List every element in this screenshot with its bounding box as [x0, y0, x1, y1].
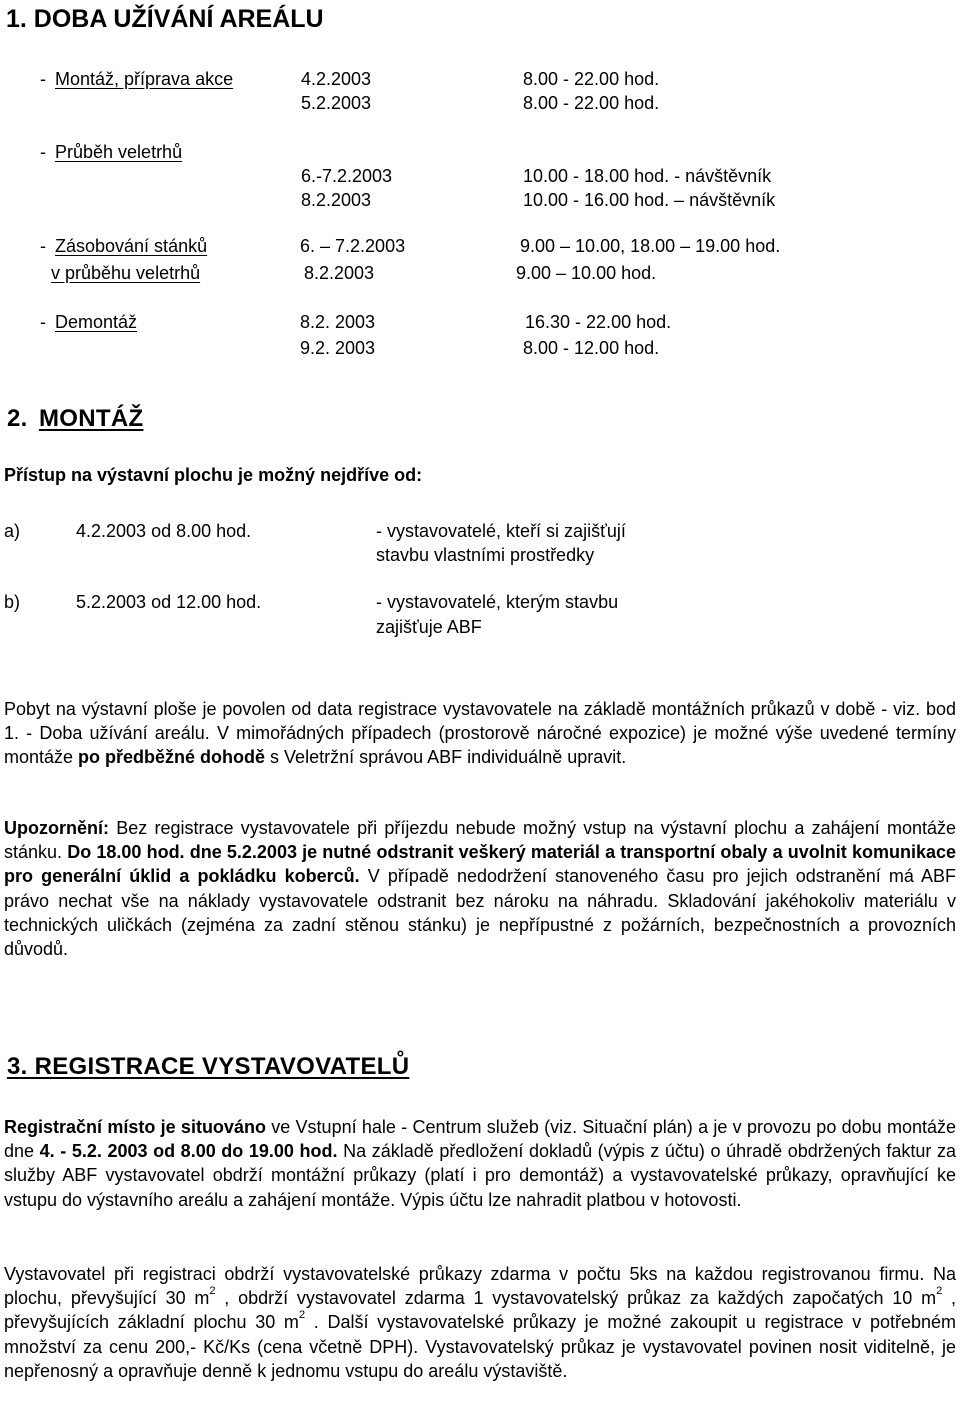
item4-time1: 16.30 - 22.00 hod. [525, 312, 672, 332]
item3-time2: 9.00 – 10.00 hod. [516, 263, 657, 283]
option-a-desc2: stavbu vlastními prostředky [376, 545, 595, 565]
section3-paragraph2: Vystavovatel při registraci obdrží vystavovatelské průkazy zdarma v počtu 5ks na každou registrovanou firmu. Na plochu, převyšující 30 $m^2$ , obdrží vystavovatel zdarma 1 vystavovatelský průkaz za každých započatých 10 $m^2$ , převyšujících základní plochu 30 $m^2$ . Další vystavovatelské průkazy je možné zakoupit u registrace v potřebném množství za cenu 200,- Kč/Ks (cena včetně DPH). Vystavovatelský průkaz je vystavovatel povinen nosit viditelně, je nepřenosný a opravňuje denně k jednomu vstupu do areálu výstaviště. [4, 1264, 956, 1381]
option-b-desc2: zajišťuje ABF [376, 617, 482, 637]
section2-subtitle: Přístup na výstavní plochu je možný nejdříve od: [4, 465, 423, 485]
option-b-desc1: - vystavovatelé, kterým stavbu [376, 592, 619, 612]
item2-label: Průběh veletrhů [55, 142, 183, 162]
item2-time2: 10.00 - 16.00 hod. – návštěvník [523, 190, 776, 210]
option-b-date: 5.2.2003 od 12.00 hod. [76, 592, 262, 612]
item2-date2: 8.2.2003 [301, 190, 372, 210]
item3-label: Zásobování stánků [55, 236, 208, 256]
item2-dash: - [40, 142, 46, 162]
section2-paragraph2: Upozornění: Bez registrace vystavovatele při příjezdu nebude možný vstup na výstavní plochu a zahájení montáže stánku. Do 18.00 hod. dne 5.2.2003 je nutné odstranit veškerý materiál a transportní obaly a uvolnit komunikace pro generální úklid a pokládku koberců. V případě nedodržení stanoveného času pro jejich odstranění má ABF právo nechat vše na náklady vystavovatele odstranit bez nároku na náhradu. Skladování jakéhokoliv materiálu v technických uličkách (zejména za zadní stěnou stánku) je nepřípustné z požárních, bezpečnostních a provozních důvodů. [4, 818, 957, 960]
item2-time1: 10.00 - 18.00 hod. - návštěvník [523, 166, 772, 186]
section2-number: 2. [7, 405, 28, 432]
option-a-desc1: - vystavovatelé, kteří si zajišťují [376, 521, 626, 541]
item4-date1: 8.2. 2003 [300, 312, 376, 332]
item4-label: Demontáž [55, 312, 138, 332]
section3-paragraph1: Registrační místo je situováno ve Vstupní hale - Centrum služeb (viz. Situační plán) a je v provozu po dobu montáže dne 4. - 5.2. 2003 od 8.00 do 19.00 hod. Na základě předložení dokladů (výpis z účtu) o úhradě obdržených faktur za služby ABF vystavovatel obdrží montážní průkazy (platí i pro demontáž) a vystavovatelské průkazy, opravňující ke vstupu do výstavního areálu a zahájení montáže. Výpis účtu lze nahradit platbou v hotovosti. [4, 1117, 957, 1210]
option-a-marker: a) [4, 521, 21, 541]
item3-date1: 6. – 7.2.2003 [300, 236, 406, 256]
item3-date2: 8.2.2003 [304, 263, 375, 283]
item4-date2: 9.2. 2003 [300, 338, 376, 358]
item2-date1: 6.-7.2.2003 [301, 166, 393, 186]
item1-label: Montáž, příprava akce [55, 69, 234, 89]
item1-time1: 8.00 - 22.00 hod. [523, 69, 660, 89]
item1-dash: - [40, 69, 46, 89]
item3-label2: v průběhu veletrhů [51, 263, 201, 283]
item4-time2: 8.00 - 12.00 hod. [523, 338, 660, 358]
option-b-marker: b) [4, 592, 21, 612]
item1-date1: 4.2.2003 [301, 69, 372, 89]
section2-paragraph1: Pobyt na výstavní ploše je povolen od data registrace vystavovatele na základě montážních průkazů v době - viz. bod 1. - Doba užívání areálu. V mimořádných případech (prostorově náročné expozice) je možné výše uvedené termíny montáže po předběžné dohodě s Veletržní správou ABF individuálně upravit. [4, 699, 956, 768]
item3-dash: - [40, 236, 46, 256]
option-a-date: 4.2.2003 od 8.00 hod. [76, 521, 252, 541]
item1-time2: 8.00 - 22.00 hod. [523, 93, 660, 113]
item3-time1: 9.00 – 10.00, 18.00 – 19.00 hod. [520, 236, 781, 256]
section2-title: MONTÁŽ [39, 405, 144, 432]
item4-dash: - [40, 312, 46, 332]
item1-date2: 5.2.2003 [301, 93, 372, 113]
section1-title: 1. DOBA UŽÍVÁNÍ AREÁLU [6, 5, 324, 33]
section3-title: 3. REGISTRACE VYSTAVOVATELŮ [7, 1053, 410, 1080]
